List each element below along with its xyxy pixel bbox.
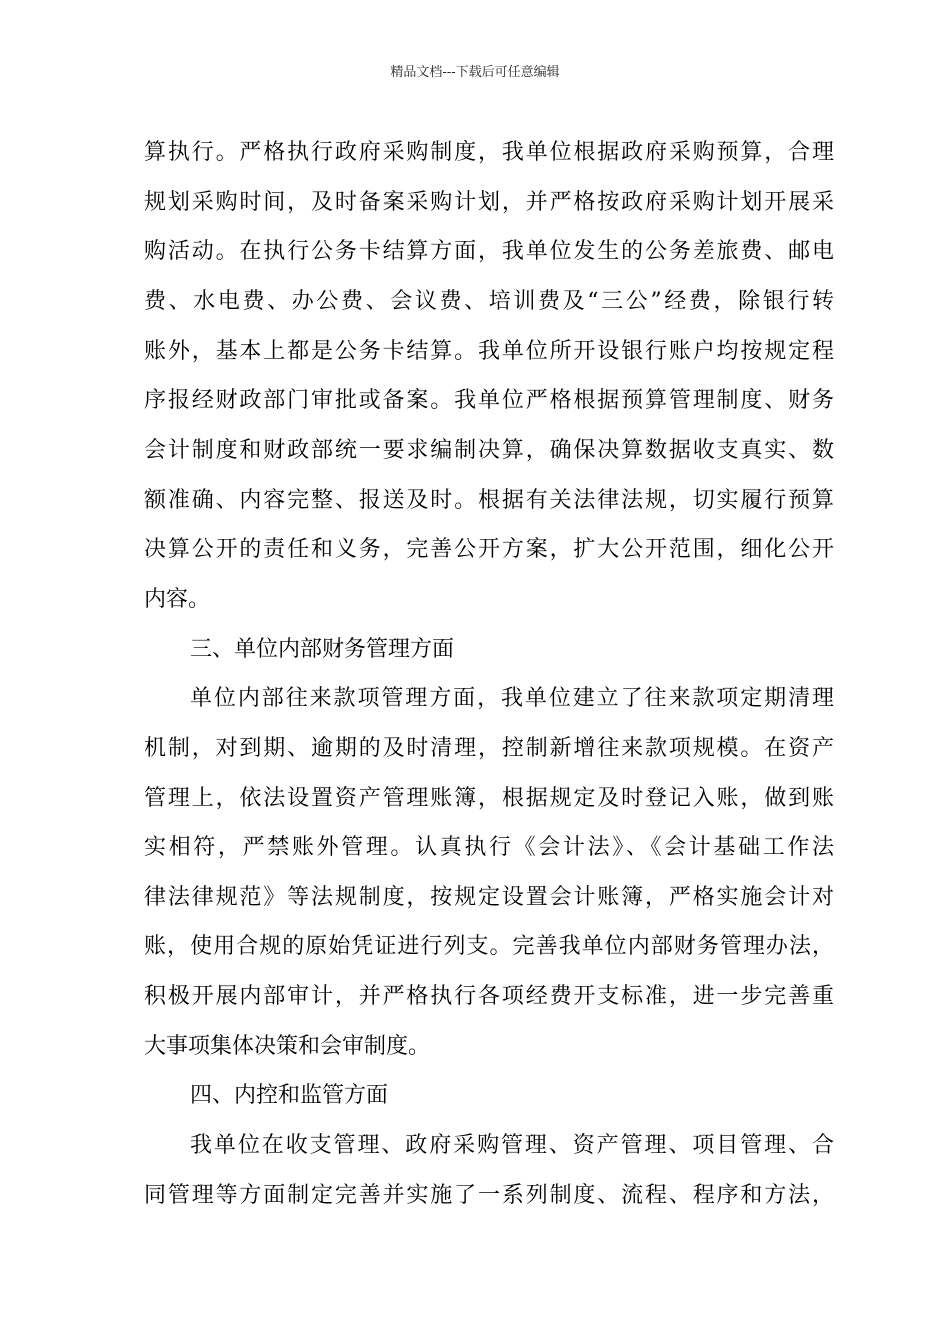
paragraph-line: 购活动。在执行公务卡结算方面，我单位发生的公务差旅费、邮电 <box>144 239 834 264</box>
paragraph-line: 序报经财政部门审批或备案。我单位严格根据预算管理制度、财务 <box>144 388 834 413</box>
paragraph-line: 账，使用合规的原始凭证进行列支。完善我单位内部财务管理办法， <box>144 934 834 959</box>
paragraph-line: 我单位在收支管理、政府采购管理、资产管理、项目管理、合 <box>190 1133 834 1158</box>
paragraph-line: 单位内部往来款项管理方面，我单位建立了往来款项定期清理 <box>190 686 834 711</box>
paragraph-line: 机制，对到期、逾期的及时清理，控制新增往来款项规模。在资产 <box>144 736 834 761</box>
section-heading: 四、内控和监管方面 <box>190 1083 389 1108</box>
paragraph-line: 额准确、内容完整、报送及时。根据有关法律法规，切实履行预算 <box>144 488 834 513</box>
paragraph-line: 决算公开的责任和义务，完善公开方案，扩大公开范围，细化公开 <box>144 537 834 562</box>
paragraph-line: 同管理等方面制定完善并实施了一系列制度、流程、程序和方法， <box>144 1183 834 1208</box>
page-header: 精品文档---下载后可任意编辑 <box>390 65 560 80</box>
paragraph-line: 管理上，依法设置资产管理账簿，根据规定及时登记入账，做到账 <box>144 786 834 811</box>
paragraph-line: 规划采购时间，及时备案采购计划，并严格按政府采购计划开展采 <box>144 190 834 215</box>
paragraph-line: 算执行。严格执行政府采购制度，我单位根据政府采购预算，合理 <box>144 140 834 165</box>
paragraph-line: 积极开展内部审计，并严格执行各项经费开支标准，进一步完善重 <box>144 984 834 1009</box>
section-heading: 三、单位内部财务管理方面 <box>190 637 455 662</box>
paragraph-line: 大事项集体决策和会审制度。 <box>144 1034 431 1059</box>
paragraph-line: 费、水电费、办公费、会议费、培训费及“三公”经费，除银行转 <box>144 289 834 314</box>
paragraph-line: 内容。 <box>144 587 211 612</box>
paragraph-line: 账外，基本上都是公务卡结算。我单位所开设银行账户均按规定程 <box>144 339 834 364</box>
paragraph-line: 律法律规范》等法规制度，按规定设置会计账簿，严格实施会计对 <box>144 885 834 910</box>
paragraph-line: 实相符，严禁账外管理。认真执行《会计法》、《会计基础工作法 <box>144 835 834 860</box>
paragraph-line: 会计制度和财政部统一要求编制决算，确保决算数据收支真实、数 <box>144 438 834 463</box>
